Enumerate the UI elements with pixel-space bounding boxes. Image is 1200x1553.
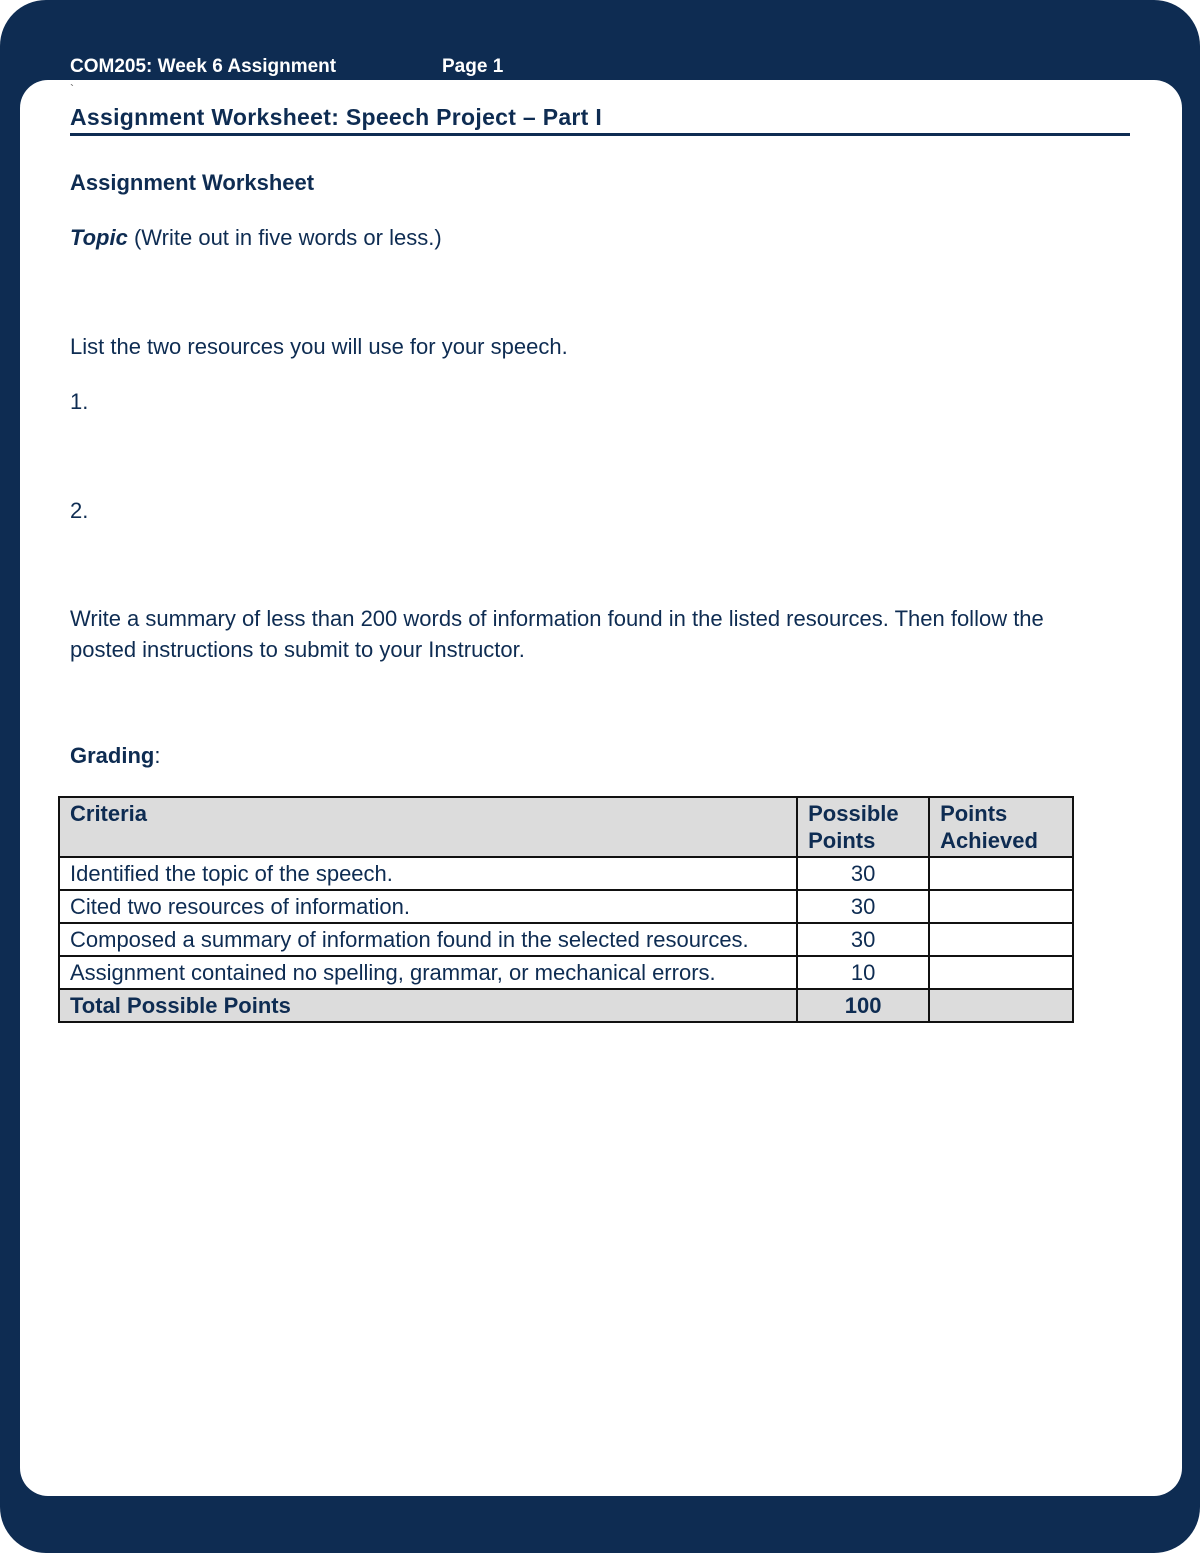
table-row — [59, 923, 1073, 956]
stray-mark: ` — [70, 82, 74, 96]
resource-item-2: 2. — [70, 498, 89, 523]
topic-line — [70, 225, 442, 251]
course-title: COM205: Week 6 Assignment — [70, 56, 337, 77]
criteria-cell: Identified the topic of the speech. — [59, 857, 797, 890]
grading-rubric-table — [58, 796, 1074, 1023]
table-row — [59, 890, 1073, 923]
possible-points-header: Possible Points — [797, 797, 929, 857]
criteria-cell: Composed a summary of information found in the selected resources. — [59, 923, 797, 956]
possible-points-cell: 30 — [797, 857, 929, 890]
summary-instruction-line-1: Write a summary of less than 200 words of information found in the listed resources. Then follow the — [70, 606, 1044, 631]
table-row — [59, 956, 1073, 989]
total-row — [59, 989, 1073, 1022]
table-row — [59, 857, 1073, 890]
grading-colon: : — [154, 743, 161, 768]
total-achieved-cell — [929, 989, 1073, 1022]
possible-points-cell: 10 — [797, 956, 929, 989]
resource-item-1: 1. — [70, 389, 89, 414]
points-achieved-header: Points Achieved — [929, 797, 1073, 857]
topic-label: Topic — [70, 225, 128, 250]
points-achieved-cell — [929, 923, 1073, 956]
points-achieved-cell — [929, 857, 1073, 890]
total-points-cell: 100 — [797, 989, 929, 1022]
points-achieved-cell — [929, 956, 1073, 989]
criteria-cell: Assignment contained no spelling, grammar, or mechanical errors. — [59, 956, 797, 989]
document-sheet — [20, 80, 1182, 1496]
possible-points-cell: 30 — [797, 923, 929, 956]
criteria-cell: Cited two resources of information. — [59, 890, 797, 923]
criteria-header: Criteria — [59, 797, 797, 857]
possible-points-cell: 30 — [797, 890, 929, 923]
section-heading: Assignment Worksheet — [70, 170, 315, 195]
table-header-row — [59, 797, 1073, 857]
grading-label: Grading — [70, 743, 155, 768]
document-title: Assignment Worksheet: Speech Project – Part I — [70, 104, 1130, 136]
resources-prompt: List the two resources you will use for your speech. — [70, 334, 568, 359]
grading-heading — [70, 743, 160, 769]
page-number: Page 1 — [442, 56, 504, 77]
topic-instruction: (Write out in five words or less.) — [127, 225, 442, 250]
total-label-cell: Total Possible Points — [59, 989, 797, 1022]
points-achieved-cell — [929, 890, 1073, 923]
summary-instruction-line-2: posted instructions to submit to your Instructor. — [70, 637, 525, 662]
